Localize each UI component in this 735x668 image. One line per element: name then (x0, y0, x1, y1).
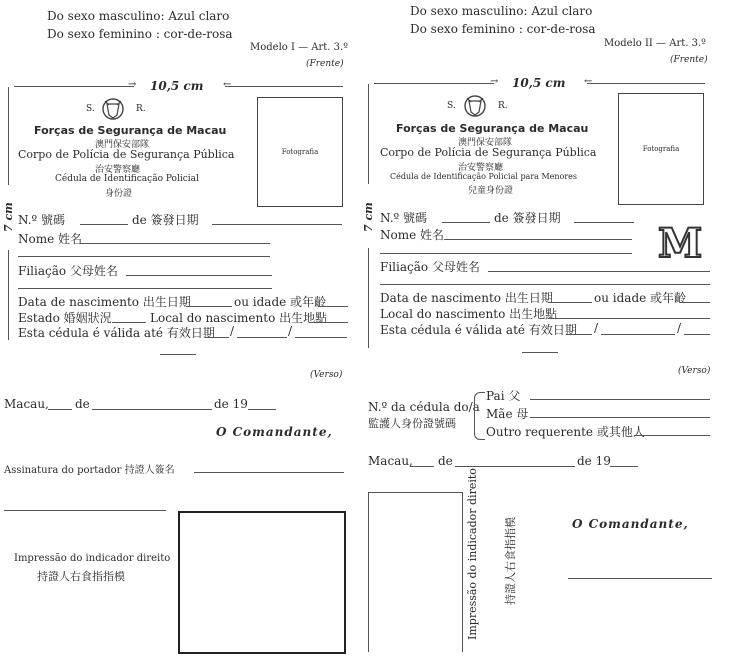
dimension-line-left (14, 86, 134, 87)
field-birthplace-line-right (548, 318, 710, 319)
corps-title-right: Corpo de Polícia de Segurança Pública (380, 146, 597, 159)
height-dimension: 7 cm (2, 202, 15, 232)
field-name-line-2 (18, 256, 270, 257)
mother-field: Mãe 母 (486, 407, 529, 421)
minor-mark: M (658, 220, 704, 267)
field-validity-line-2-right (601, 334, 675, 335)
verso-year-right: de 19 (577, 454, 611, 468)
height-line-bottom-right (368, 248, 369, 348)
guardian-id-label-cn: 監護人身份證號碼 (368, 417, 456, 430)
org-title-cn: 澳門保安部隊 (95, 140, 150, 150)
verso-de-right: de (438, 454, 453, 468)
fingerprint-label: Impressão do indicador direito (14, 553, 171, 564)
field-validity-line-3 (295, 337, 347, 338)
verso-de: de (75, 397, 90, 411)
holder-signature-label: Assinatura do portador 持證人簽名 (4, 465, 175, 476)
back-label: (Verso) (310, 370, 343, 380)
corps-title-cn-right: 治安警察廳 (458, 163, 504, 173)
female-color-note-right: Do sexo feminino : cor-de-rosa (410, 22, 596, 36)
field-birthplace-right: Local do nascimento 出生地點 (380, 307, 558, 321)
other-applicant-line (634, 435, 710, 436)
arrow-right-icon: → (128, 79, 137, 90)
seal-r: R. (136, 104, 146, 114)
fingerprint-frame-left (368, 492, 369, 652)
verso-place-right: Macau, (368, 454, 413, 468)
field-issue-line (212, 224, 342, 225)
dimension-line-right-right (587, 83, 705, 84)
holder-signature-line (194, 472, 344, 473)
dimension-line-left-right (374, 83, 494, 84)
father-field: Pai 父 (486, 389, 521, 403)
field-civil-line (112, 322, 146, 323)
field-validity-line-3-right (684, 334, 710, 335)
father-line (530, 399, 710, 400)
commander-signature-label: O Comandante, (216, 425, 333, 439)
field-birth-line-right (548, 302, 592, 303)
verso-year-line-right (610, 466, 638, 467)
field-name: Nome 姓名 (18, 232, 83, 246)
guardian-id-label: N.º da cédula do/a (368, 400, 480, 414)
male-color-note: Do sexo masculino: Azul claro (47, 9, 230, 23)
field-validity-right: Esta cédula é válida até 有效日期 (380, 323, 577, 337)
field-number: N.º 號碼 (18, 213, 66, 227)
male-color-note-right: Do sexo masculino: Azul claro (410, 4, 593, 18)
seal-s: S. (86, 104, 95, 114)
field-number-right: N.º 號碼 (380, 211, 428, 225)
model-label: Modelo I — Art. 3.º (250, 42, 348, 53)
model-label-right: Modelo II — Art. 3.º (604, 38, 706, 49)
fingerprint-frame-top (368, 492, 462, 493)
field-number-line (80, 224, 128, 225)
other-applicant-field: Outro requerente 或其他人 (486, 425, 645, 439)
field-parents-line (126, 275, 272, 276)
height-line-bottom (8, 250, 9, 340)
verso-month-line-right (455, 466, 575, 467)
field-birth-line (186, 306, 232, 307)
field-age-right: ou idade 或年齡 (594, 291, 687, 305)
height-dimension-right: 7 cm (362, 202, 375, 232)
validity-separator-1-right: / (594, 321, 599, 335)
field-birth-date-right: Data de nascimento 出生日期 (380, 291, 553, 305)
validity-separator-1: / (230, 324, 235, 338)
field-parents-right: Filiação 父母姓名 (380, 260, 480, 274)
field-age-line-right (680, 302, 710, 303)
field-birthplace-line (314, 322, 348, 323)
fingerprint-label-cn: 持證人右食指指模 (37, 570, 125, 583)
field-issue-date: de 簽發日期 (132, 213, 199, 227)
corps-title: Corpo de Polícia de Segurança Pública (18, 148, 235, 161)
arrow-left-icon: ← (223, 79, 232, 90)
validity-separator-2-right: / (677, 321, 682, 335)
field-parents-line-2 (18, 288, 272, 289)
commander-signature-label-right: O Comandante, (572, 517, 689, 531)
coat-of-arms-icon (100, 96, 126, 122)
height-line-top-right (368, 84, 369, 184)
verso-month-line (92, 409, 212, 410)
female-color-note: Do sexo feminino : cor-de-rosa (47, 27, 233, 41)
verso-day-line (48, 409, 72, 410)
seal-s-right: S. (447, 101, 456, 111)
field-name-right: Nome 姓名 (380, 228, 445, 242)
back-label-right: (Verso) (678, 366, 711, 376)
seal-r-right: R. (498, 101, 508, 111)
verso-year: de 19 (214, 397, 248, 411)
height-line-top (8, 87, 9, 185)
field-validity: Esta cédula é válida até 有效日期 (18, 326, 215, 340)
field-parents-line-2-right (380, 284, 710, 285)
photo-label-right: Fotografia (642, 144, 680, 153)
front-label: (Frente) (306, 59, 344, 69)
verso-day-line-right (410, 466, 434, 467)
field-name-line-right (444, 239, 632, 240)
mother-line (530, 417, 710, 418)
arrow-left-icon-2: ← (584, 76, 593, 87)
commander-signature-line (568, 578, 712, 579)
field-validity-line-2 (237, 337, 287, 338)
field-number-line-right (442, 222, 490, 223)
field-issue-date-right: de 簽發日期 (494, 211, 561, 225)
field-validity-line-1-right (566, 334, 592, 335)
fingerprint-frame-right (462, 492, 463, 652)
document-title: Cédula de Identificação Policial (55, 174, 199, 184)
fingerprint-box (178, 511, 346, 654)
dimension-line-right (225, 86, 343, 87)
field-birthplace: Local do nascimento 出生地點 (150, 311, 328, 325)
photo-placeholder-right (618, 93, 704, 205)
document-title-cn-right: 兒童身份證 (468, 186, 514, 196)
validity-separator-2: / (288, 324, 293, 338)
document-title-cn: 身份證 (105, 189, 133, 199)
fingerprint-label-cn-right: 持證人右食指指模 (504, 517, 517, 605)
coat-of-arms-icon-right (462, 93, 488, 119)
org-title-right: Forças de Segurança de Macau (396, 122, 589, 135)
field-issue-line-right (574, 222, 634, 223)
photo-label: Fotografia (281, 147, 319, 156)
width-dimension: 10,5 cm (150, 79, 204, 93)
front-label-right: (Frente) (670, 55, 708, 65)
field-civil-status: Estado 婚姻狀況 (18, 311, 112, 325)
arrow-right-icon-2: → (490, 76, 499, 87)
field-age: ou idade 或年齡 (234, 295, 327, 309)
card-bottom-mark (160, 354, 196, 355)
field-age-line (318, 306, 348, 307)
org-title-cn-right: 澳門保安部隊 (458, 138, 513, 148)
field-parents-line-right (488, 271, 710, 272)
holder-signature-line-2 (4, 510, 166, 511)
guardian-brace-icon (474, 392, 485, 440)
field-name-line (80, 243, 270, 244)
field-parents: Filiação 父母姓名 (18, 264, 118, 278)
field-birth-date: Data de nascimento 出生日期 (18, 295, 191, 309)
field-validity-line-1 (205, 337, 229, 338)
fingerprint-label-right: Impressão do indicador direito (466, 468, 479, 640)
width-dimension-right: 10,5 cm (512, 76, 566, 90)
verso-year-line (248, 409, 276, 410)
card-bottom-mark-right (522, 352, 558, 353)
corps-title-cn: 治安警察廳 (95, 165, 141, 175)
field-name-line-2-right (380, 253, 632, 254)
document-title-right: Cédula de Identificação Policial para Menores (390, 172, 578, 181)
org-title: Forças de Segurança de Macau (34, 124, 227, 137)
verso-place: Macau, (4, 397, 49, 411)
photo-placeholder (257, 97, 343, 207)
